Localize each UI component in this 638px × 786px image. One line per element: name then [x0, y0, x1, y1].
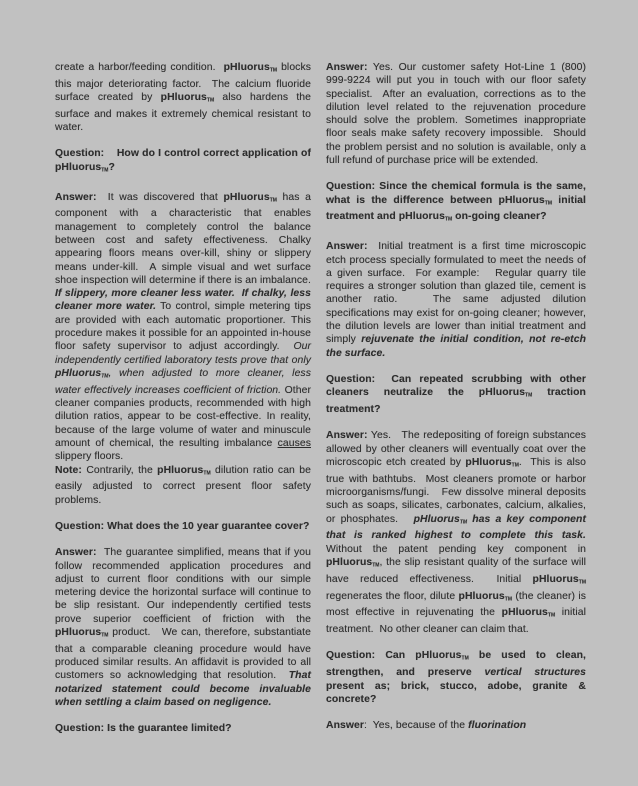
answer-paragraph: Answer: Yes. Our customer safety Hot-Line 1 (800) 999-9224 will put you in touch with our floor safety specialist. After an evaluation, corrections as to the dilution level related to the rejuvenation procedure should solve the problem. Sometimes inappropriate floor seals make safety recovery impossible. Should the problem persist and no solution is available, only a full refund of purchase price will be extended. — [326, 62, 589, 167]
answer-paragraph: Answer: Yes, because of the fluorination — [326, 720, 527, 732]
scanned-document-page — [55, 61, 595, 749]
answer-paragraph: Answer: The guarantee simplified, means that if you follow recommended application procedures and adjust to current floor conditions with our simple metering device the horizontal surface will continue to be slip resistant. Our independently certified tests prove superior coefficient of friction with the pHluorusTM product. We can, therefore, substantiate that a comparable cleaning procedure would have produced similar results. An affidavit is provided to all customers so acknowledging that resolution. That notarized statement could become invaluable when settling a claim based on negligence. — [55, 547, 314, 708]
question-paragraph: Question: How do I control correct application of pHluorusTM? — [55, 148, 314, 174]
trademark-mark: TM — [203, 470, 211, 477]
trademark-mark: TM — [372, 562, 380, 569]
trademark-mark: TM — [504, 596, 513, 603]
trademark-mark: TM — [101, 632, 109, 639]
answer-paragraph: Answer: Initial treatment is a first time microscopic etch process specially formulated to meet the needs of a given surface. For example: Regular quarry tile requires a stronger solution than glazed tile, cement is another ratio. The same adjusted dilution specifications may exist for on-going cleaner; however, the dilution levels are lower than initial treatment and simply rejuvenate the initial condition, not re-etch the surface. — [326, 241, 589, 359]
trademark-mark: TM — [269, 197, 277, 204]
trademark-mark: TM — [578, 579, 586, 586]
trademark-mark: TM — [461, 655, 469, 662]
question-paragraph: Question: Since the chemical formula is the same, what is the difference between pHluorusTM initial treatment and pHluorusTM on-going cleaner? — [326, 181, 589, 223]
question-paragraph: Question: What does the 10 year guarantee cover? — [55, 520, 310, 532]
answer-paragraph: Answer: Yes. The redepositing of foreign substances allowed by other cleaners will eventually coat over the microscopic etch created by pHluorusTM. This is also true with bathtubs. Most cleaners promote or harbor microorganisms/fungi. Few dissolve mineral deposits such as soaps, silicates, carbonates, calcium, alkalies, or phosphates. pHluorusTM has a key component that is ranked highest to complete this task. Without the patent pending key component in pHluorusTM, the slip resistant quality of the surface will have reduced effectiveness. Initial pHluorusTM regenerates the floor, dilute pHluorusTM (the cleaner) is most effective in rejuvenating the pHluorusTM initial treatment. No other cleaner can claim that. — [326, 430, 595, 636]
trademark-mark: TM — [511, 462, 519, 469]
trademark-mark: TM — [269, 67, 278, 74]
trademark-mark: TM — [544, 200, 553, 207]
trademark-mark: TM — [525, 392, 533, 399]
text-column-right — [326, 61, 595, 749]
question-paragraph: Question: Can pHluorusTM be used to clean, strengthen, and preserve vertical structures present as; brick, stucco, adobe, granite & concrete? — [326, 650, 589, 705]
trademark-mark: TM — [459, 519, 468, 526]
trademark-mark: TM — [547, 612, 556, 619]
trademark-mark: TM — [101, 373, 109, 380]
trademark-mark: TM — [101, 167, 109, 174]
note-paragraph: Note: Contrarily, the pHluorusTM dilution ratio can be easily adjusted to correct present floor safety problems. — [55, 464, 314, 506]
text-column-left — [55, 61, 317, 749]
question-paragraph: Question: Is the guarantee limited? — [55, 723, 232, 735]
question-paragraph: Question: Can repeated scrubbing with other cleaners neutralize the pHluorusTM traction treatment? — [326, 373, 589, 416]
trademark-mark: TM — [444, 216, 453, 223]
trademark-mark: TM — [206, 97, 215, 104]
answer-paragraph: Answer: It was discovered that pHluorusTM has a component with a characteristic that enables management to completely control the balance between cost and safety effectiveness. Chalky appearing floors means over-kill, shiny or slippery means under-kill. A simple visual and wet surface shoe inspection will determine if there is an imbalance. If slippery, more cleaner less water. If chalky, less cleaner more water. To control, simple metering tips are provided with each automatic proportioner. This procedure makes it possible for an appointed in-house floor safety supervisor to adjust accordingly. Our independently certified laboratory tests prove that only pHluorusTM, when adjusted to more cleaner, less water effectively increases coefficient of friction. Other cleaner companies products, recommended with high dilution ratios, appear to be cost-effective. In reality, because of the large volume of water and minuscule amount of chemical, the resulting imbalance causes slippery floors. — [55, 191, 317, 463]
body-paragraph: create a harbor/feeding condition. pHluorusTM blocks this major deteriorating factor. The calcium fluoride surface created by pHluorusTM also hardens the surface and makes it extremely chemical resistant to water. — [55, 62, 314, 134]
